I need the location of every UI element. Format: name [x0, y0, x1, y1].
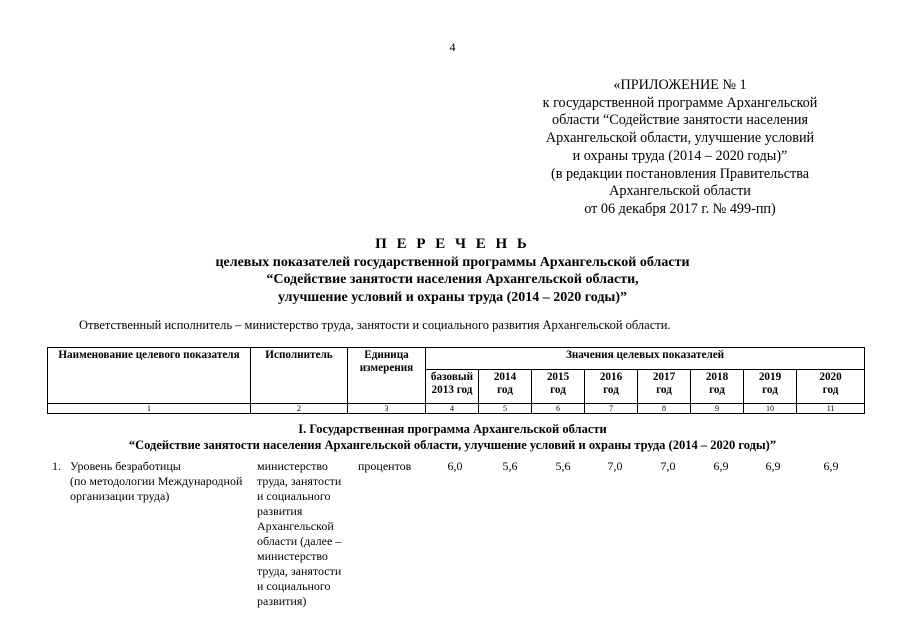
row-number: 1. — [52, 459, 61, 473]
title-line: улучшение условий и охраны труда (2014 – 2020 годы)” — [277, 289, 628, 305]
page-number: 4 — [449, 40, 456, 54]
title-line: целевых показателей государственной программы Архангельской области — [215, 254, 690, 270]
indicator-value: 7,0 — [660, 459, 676, 473]
indicator-value: 7,0 — [607, 459, 623, 473]
header-year: 2020 год — [797, 370, 865, 404]
appendix-line: к государственной программе Архангельской — [542, 94, 818, 111]
column-number: 2 — [251, 404, 348, 414]
header-year: 2014 год — [479, 370, 532, 404]
header-year: 2019 год — [744, 370, 797, 404]
section-heading — [0, 421, 905, 453]
header-year: 2016 год — [585, 370, 638, 404]
column-number: 4 — [426, 404, 479, 414]
title-heading: П Е Р Е Ч Е Н Ь — [375, 236, 530, 252]
responsible-executor: Ответственный исполнитель – министерство труда, занятости и социального развития Архангельской области. — [79, 318, 671, 332]
header-name: Наименование целевого показателя — [48, 348, 251, 404]
header-executor: Исполнитель — [251, 348, 348, 404]
appendix-line: от 06 декабря 2017 г. № 499-пп) — [584, 200, 776, 217]
indicator-name: Уровень безработицы (по методологии Международной организации труда) — [70, 459, 243, 503]
header-year: 2015 год — [532, 370, 585, 404]
indicator-value: 5,6 — [502, 459, 518, 473]
column-number: 7 — [585, 404, 638, 414]
column-number: 3 — [348, 404, 426, 414]
column-number: 10 — [744, 404, 797, 414]
indicator-unit: процентов — [358, 459, 412, 473]
header-year: базовый 2013 год — [426, 370, 479, 404]
column-number: 1 — [48, 404, 251, 414]
column-number: 9 — [691, 404, 744, 414]
appendix-line: (в редакции постановления Правительства — [550, 165, 810, 182]
column-number: 5 — [479, 404, 532, 414]
indicator-executor: министерство труда, занятости и социального развития Архангельской области (далее – министерство труда, занятости и социального развития) — [257, 459, 342, 608]
column-number: 8 — [638, 404, 691, 414]
title-line: “Содействие занятости населения Архангельской области, — [266, 272, 639, 287]
header-values: Значения целевых показателей — [426, 348, 865, 370]
indicator-value: 6,9 — [823, 459, 839, 473]
appendix-line: «ПРИЛОЖЕНИЕ № 1 — [613, 77, 747, 93]
header-unit: Единица измерения — [348, 348, 426, 404]
section-line: “Содействие занятости населения Архангельской области, улучшение условий и охраны труда (2014 – 2020 годы)” — [128, 438, 777, 452]
indicator-value: 6,0 — [447, 459, 463, 473]
indicator-value: 5,6 — [555, 459, 571, 473]
appendix-line: Архангельской области — [609, 183, 751, 200]
indicators-table — [47, 347, 865, 414]
document-title — [0, 236, 905, 306]
column-number: 6 — [532, 404, 585, 414]
appendix-block — [520, 77, 840, 219]
section-line: I. Государственная программа Архангельской области — [298, 422, 607, 436]
appendix-line: и охраны труда (2014 – 2020 годы)” — [572, 147, 788, 164]
indicator-value: 6,9 — [713, 459, 729, 473]
appendix-line: области “Содействие занятости населения — [551, 112, 809, 129]
appendix-line: Архангельской области, улучшение условий — [545, 130, 815, 147]
header-year: 2017 год — [638, 370, 691, 404]
header-year: 2018 год — [691, 370, 744, 404]
column-number: 11 — [797, 404, 865, 414]
indicator-value: 6,9 — [765, 459, 781, 473]
